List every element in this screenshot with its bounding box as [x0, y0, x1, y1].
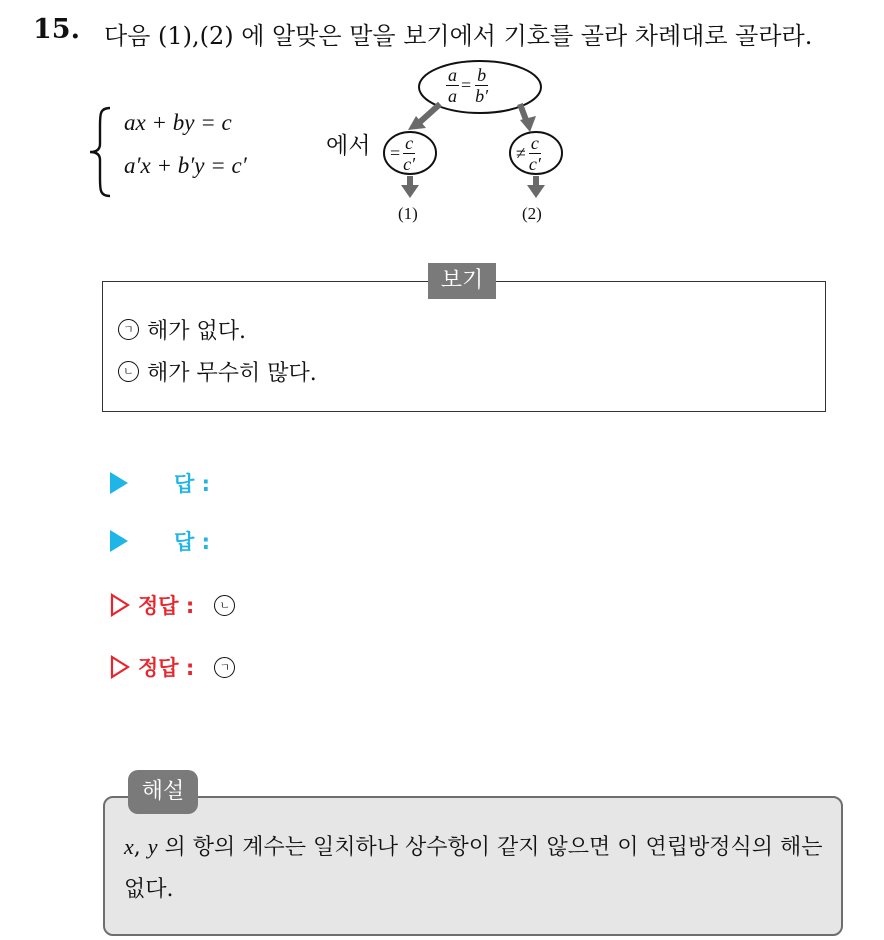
label-1: (1) [398, 204, 418, 223]
correct-label: 정답 : [138, 594, 195, 618]
question-text: 다음 (1),(2) 에 알맞은 말을 보기에서 기호를 골라 차례대로 골라라. [104, 22, 813, 50]
equation-1: ax + by = c [124, 110, 232, 135]
play-icon [110, 530, 128, 552]
equation-2: a′x + b′y = c′ [124, 153, 247, 178]
option-text: 해가 무수히 많다. [147, 361, 317, 386]
explanation-text: x, y 의 항의 계수는 일치하나 상수항이 같지 않으면 이 연립방정식의 해는 없다. [124, 834, 823, 902]
correct-value: ㄴ [214, 595, 235, 616]
outline-triangle-icon [110, 593, 130, 617]
answer-blank-2 [110, 526, 210, 556]
correct-answer-2 [110, 652, 243, 682]
explanation-title: 해설 [128, 770, 198, 814]
right-condition: ≠ $\frac{c}{c'}$ [516, 133, 541, 174]
bogi-title: 보기 [428, 263, 496, 299]
left-brace-icon [86, 106, 116, 198]
flow-diagram [380, 58, 580, 228]
question-number: 15. [33, 14, 80, 45]
bogi-box [102, 281, 826, 412]
option-symbol: ㄱ [118, 319, 139, 340]
answer-blank-1 [110, 468, 210, 498]
outline-triangle-icon [110, 655, 130, 679]
option-1 [118, 314, 246, 345]
correct-answer-1 [110, 590, 243, 620]
correct-label: 정답 : [138, 656, 195, 680]
arrow-down-icon [527, 176, 545, 198]
equation-suffix: 에서 [326, 133, 371, 159]
correct-value: ㄱ [214, 657, 235, 678]
option-2 [118, 356, 317, 387]
answer-label: 답 : [174, 472, 210, 496]
play-icon [110, 472, 128, 494]
label-2: (2) [522, 204, 542, 223]
option-symbol: ㄴ [118, 361, 139, 382]
arrow-down-left-icon [408, 104, 440, 130]
left-condition: = $\frac{c}{c'}$ [390, 133, 416, 174]
top-condition: $\frac{a}{a}$ = $\frac{b}{b'}$ [448, 65, 489, 106]
arrow-down-icon [401, 176, 419, 198]
arrow-down-right-icon [520, 104, 536, 132]
answer-label: 답 : [174, 530, 210, 554]
option-text: 해가 없다. [147, 319, 246, 344]
